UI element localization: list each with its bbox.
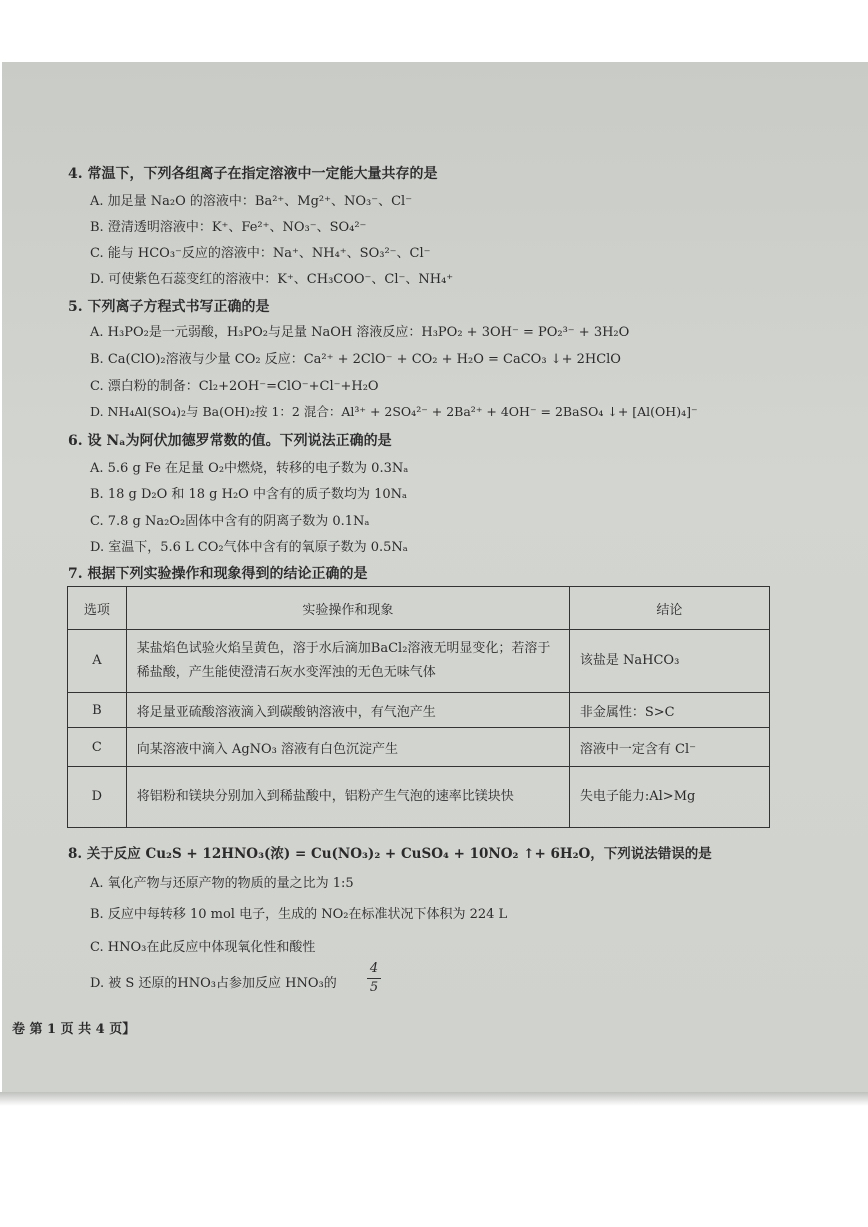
q5-option-a: A. H₃PO₂是一元弱酸，H₃PO₂与足量 NaOH 溶液反应：H₃PO₂ + 3OH⁻ = PO₂³⁻ + 3H₂O	[90, 325, 630, 340]
row-conclusion: 溶液中一定含有 Cl⁻	[569, 728, 769, 767]
q6-option-d: D. 室温下，5.6 L CO₂气体中含有的氧原子数为 0.5Nₐ	[90, 540, 408, 555]
row-conclusion: 非金属性：S>C	[569, 693, 769, 728]
q6-option-a: A. 5.6 g Fe 在足量 O₂中燃烧，转移的电子数为 0.3Nₐ	[90, 461, 409, 476]
row-conclusion: 该盐是 NaHCO₃	[569, 630, 769, 693]
q7-stem: 7. 根据下列实验操作和现象得到的结论正确的是	[68, 566, 368, 582]
q6-stem: 6. 设 Nₐ为阿伏加德罗常数的值。下列说法正确的是	[68, 433, 392, 449]
q5-option-d: D. NH₄Al(SO₄)₂与 Ba(OH)₂按 1：2 混合：Al³⁺ + 2SO₄²⁻ + 2Ba²⁺ + 4OH⁻ = 2BaSO₄ ↓+ [Al(OH)₄]⁻	[90, 404, 698, 419]
q8-stem: 8. 关于反应 Cu₂S + 12HNO₃(浓) = Cu(NO₃)₂ + CuSO₄ + 10NO₂ ↑+ 6H₂O，下列说法错误的是	[68, 846, 712, 862]
row-option: D	[68, 767, 127, 828]
row-option: A	[68, 630, 127, 693]
q6-option-b: B. 18 g D₂O 和 18 g H₂O 中含有的质子数均为 10Nₐ	[90, 487, 408, 502]
row-option: B	[68, 693, 127, 728]
q8-option-c: C. HNO₃在此反应中体现氧化性和酸性	[90, 940, 316, 955]
q4-option-c: C. 能与 HCO₃⁻反应的溶液中：Na⁺、NH₄⁺、SO₃²⁻、Cl⁻	[90, 246, 431, 261]
fraction-numerator: 4	[369, 961, 379, 976]
table-row	[68, 728, 770, 767]
row-operation: 将足量亚硫酸溶液滴入到碳酸钠溶液中，有气泡产生	[126, 693, 569, 728]
header-option: 选项	[68, 587, 127, 630]
row-operation: 某盐焰色试验火焰呈黄色，溶于水后滴加BaCl₂溶液无明显变化；若溶于稀盐酸，产生能使澄清石灰水变浑浊的无色无味气体	[126, 630, 569, 693]
paper-edge-shadow	[0, 1092, 868, 1106]
q6-option-c: C. 7.8 g Na₂O₂固体中含有的阴离子数为 0.1Nₐ	[90, 514, 370, 529]
fraction-bar	[367, 978, 381, 979]
experiment-table	[67, 586, 770, 828]
q8-option-a: A. 氧化产物与还原产物的物质的量之比为 1:5	[90, 876, 354, 891]
row-conclusion: 失电子能力:Al>Mg	[569, 767, 769, 828]
q4-option-d: D. 可使紫色石蕊变红的溶液中：K⁺、CH₃COO⁻、Cl⁻、NH₄⁺	[90, 272, 454, 287]
page-footer: 卷 第 1 页 共 4 页】	[12, 1022, 136, 1037]
header-operation: 实验操作和现象	[126, 587, 569, 630]
table-row	[68, 767, 770, 828]
fraction-denominator: 5	[369, 980, 379, 995]
q5-option-b: B. Ca(ClO)₂溶液与少量 CO₂ 反应：Ca²⁺ + 2ClO⁻ + CO₂ + H₂O = CaCO₃ ↓+ 2HClO	[90, 352, 621, 367]
q4-option-a: A. 加足量 Na₂O 的溶液中：Ba²⁺、Mg²⁺、NO₃⁻、Cl⁻	[90, 194, 413, 209]
table-row	[68, 693, 770, 728]
header-conclusion: 结论	[569, 587, 769, 630]
row-operation: 向某溶液中滴入 AgNO₃ 溶液有白色沉淀产生	[126, 728, 569, 767]
q5-option-c: C. 漂白粉的制备：Cl₂+2OH⁻=ClO⁻+Cl⁻+H₂O	[90, 379, 379, 394]
q4-stem: 4. 常温下，下列各组离子在指定溶液中一定能大量共存的是	[68, 166, 438, 182]
row-operation: 将铝粉和镁块分别加入到稀盐酸中，铝粉产生气泡的速率比镁块快	[126, 767, 569, 828]
table-header-row	[68, 587, 770, 630]
row-option: C	[68, 728, 127, 767]
q4-option-b: B. 澄清透明溶液中：K⁺、Fe²⁺、NO₃⁻、SO₄²⁻	[90, 220, 367, 235]
table-row	[68, 630, 770, 693]
q8-option-d: D. 被 S 还原的HNO₃占参加反应 HNO₃的	[90, 976, 337, 991]
q8-option-b: B. 反应中每转移 10 mol 电子，生成的 NO₂在标准状况下体积为 224 L	[90, 907, 508, 922]
q5-stem: 5. 下列离子方程式书写正确的是	[68, 299, 270, 315]
